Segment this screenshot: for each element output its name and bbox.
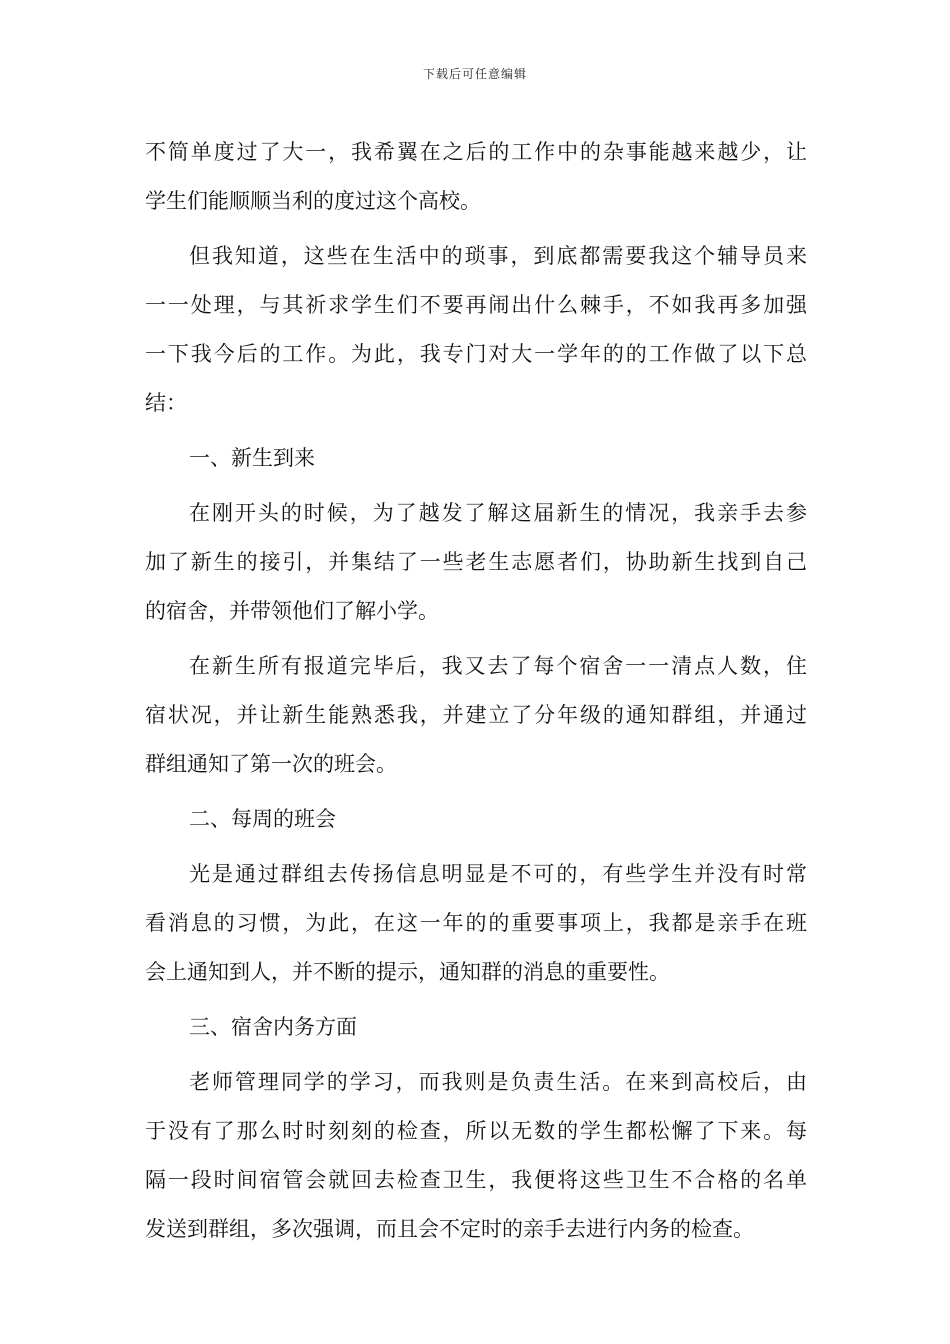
paragraph-dorm-check: [145, 642, 807, 789]
text-line: 发送到群组，多次强调，而且会不定时的亲手去进行内务的检查。: [145, 1217, 754, 1241]
section-heading-weekly-meeting: [145, 795, 807, 844]
paragraph-dorm-affairs: [145, 1058, 807, 1254]
text-line: 结：: [145, 391, 187, 415]
paragraph-reception: [145, 489, 807, 636]
text-line: 老师管理同学的学习，而我则是负责生活。在来到高校后，由: [189, 1070, 807, 1094]
text-line: 不简单度过了大一，我希翼在之后的工作中的杂事能越来越少，让: [145, 140, 807, 164]
paragraph-summary-intro: [145, 232, 807, 428]
text-line: 群组通知了第一次的班会。: [145, 752, 397, 776]
document-body: [145, 128, 807, 1260]
text-line: 在新生所有报道完毕后，我又去了每个宿舍一一清点人数，住: [189, 654, 807, 678]
text-line: 加了新生的接引，并集结了一些老生志愿者们，协助新生找到自己: [145, 550, 807, 574]
text-line: 一下我今后的工作。为此，我专门对大一学年的的工作做了以下总: [145, 342, 807, 366]
text-line: 但我知道，这些在生活中的琐事，到底都需要我这个辅导员来: [189, 244, 807, 268]
heading-line: 三、宿舍内务方面: [189, 1015, 357, 1039]
paragraph-weekly-meeting: [145, 850, 807, 997]
section-heading-new-students: [145, 434, 807, 483]
text-line: 一一处理，与其祈求学生们不要再闹出什么棘手，不如我再多加强: [145, 293, 807, 317]
text-line: 会上通知到人，并不断的提示，通知群的消息的重要性。: [145, 960, 670, 984]
section-heading-dorm-affairs: [145, 1003, 807, 1052]
text-line: 于没有了那么时时刻刻的检查，所以无数的学生都松懈了下来。每: [145, 1119, 807, 1143]
page-header: 下载后可任意编辑: [422, 67, 527, 81]
text-line: 宿状况，并让新生能熟悉我，并建立了分年级的通知群组，并通过: [145, 703, 807, 727]
heading-line: 二、每周的班会: [189, 807, 336, 831]
text-line: 看消息的习惯，为此，在这一年的的重要事项上，我都是亲手在班: [145, 911, 807, 935]
text-line: 学生们能顺顺当利的度过这个高校。: [145, 189, 481, 213]
heading-line: 一、新生到来: [189, 446, 315, 470]
text-line: 在刚开头的时候，为了越发了解这届新生的情况，我亲手去参: [189, 501, 807, 525]
text-line: 的宿舍，并带领他们了解小学。: [145, 599, 439, 623]
text-line: 光是通过群组去传扬信息明显是不可的，有些学生并没有时常: [189, 862, 807, 886]
text-line: 隔一段时间宿管会就回去检查卫生，我便将这些卫生不合格的名单: [145, 1168, 807, 1192]
paragraph-intro-continuation: [145, 128, 807, 226]
